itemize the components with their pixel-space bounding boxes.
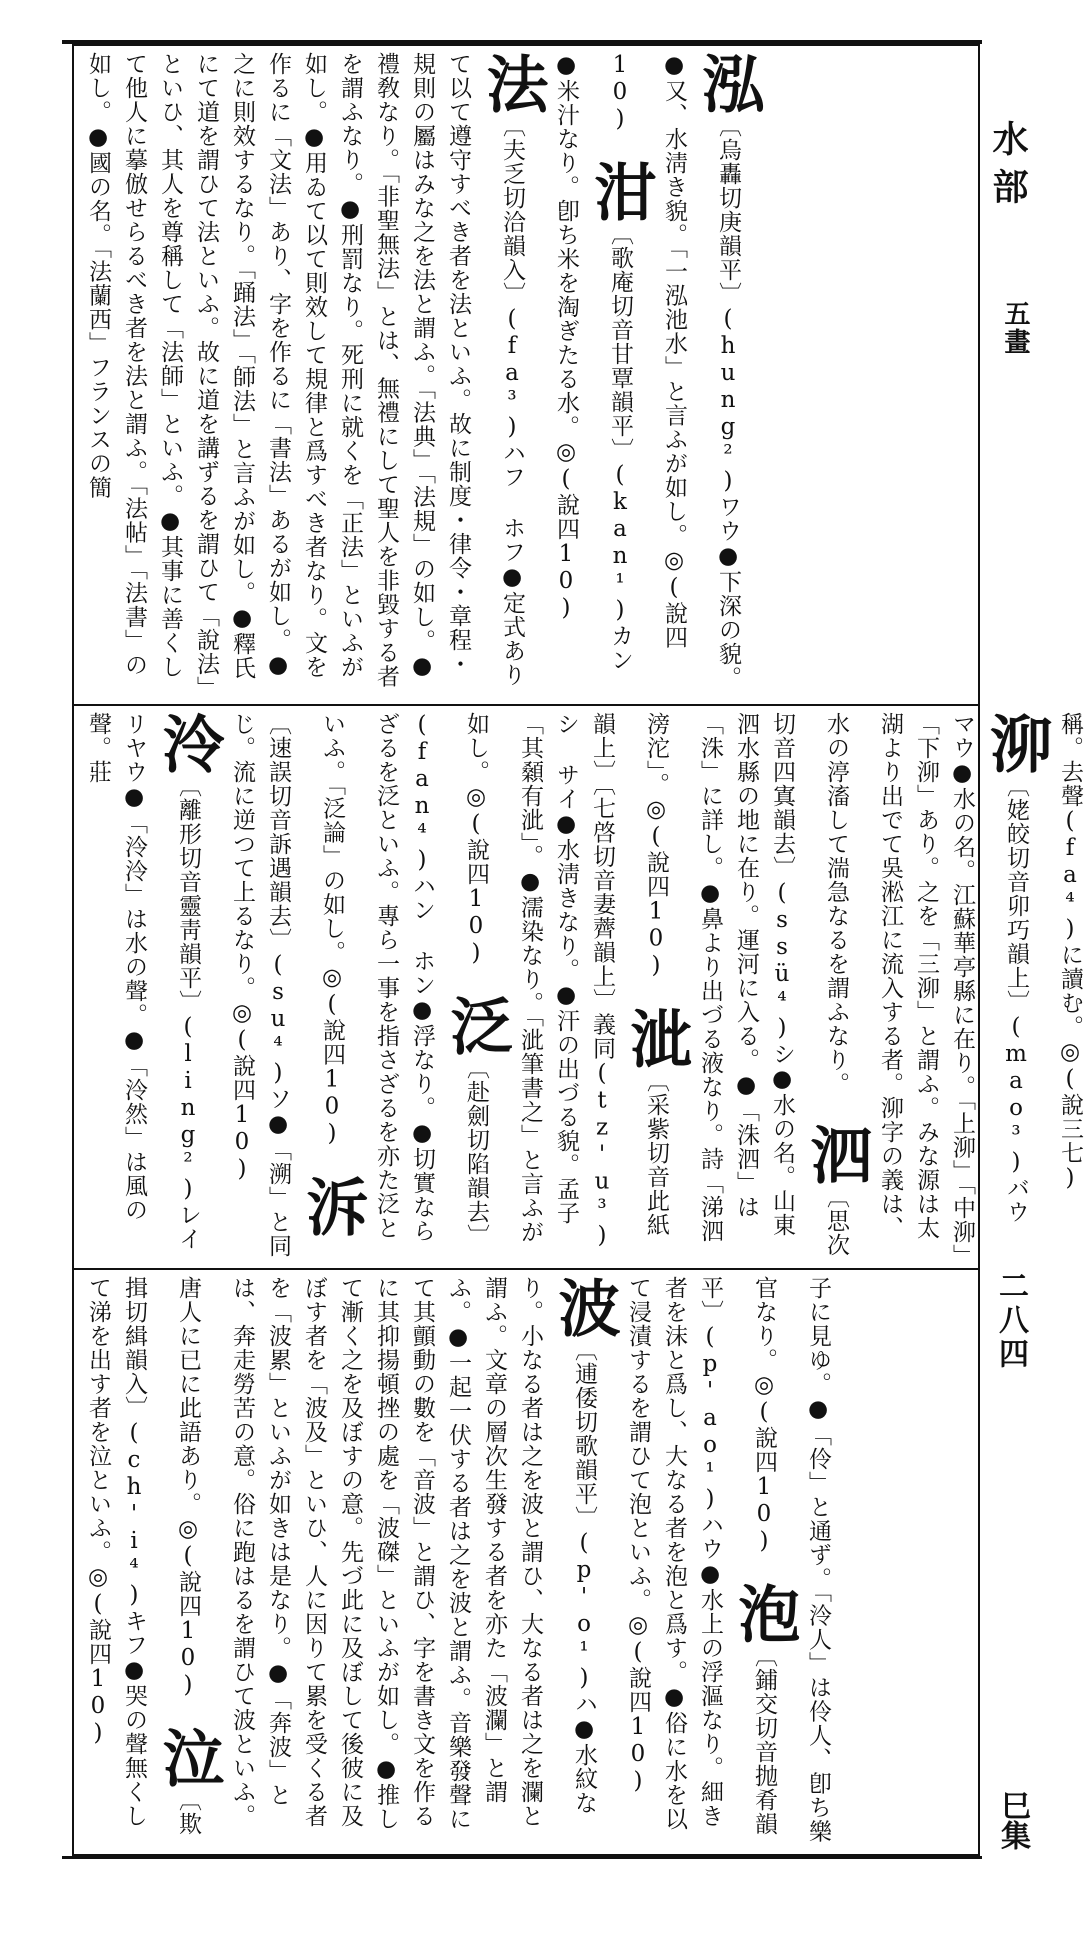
- page-number: 二八四: [993, 1270, 1028, 1372]
- headword: 泓: [692, 52, 765, 114]
- definition: 〔欺揖切緝韻入〕(ch'i⁴)キフ●哭の聲無くして涕を出す者を泣といふ。◎(說四10): [85, 1276, 201, 1836]
- definition: 〔逋倭切歌韻平〕(p'o¹)ハ●水紋なり。小なる者は之を波と謂ひ、大なる者は之を瀾と謂ふ。文章の層次生發する者を亦た「波瀾」と謂ふ。●一起一伏する者は之を波と謂ふ。音樂發聲にて其顫動の數を「音波」と謂ひ、字を書き文を作るに其抑揚頓挫の處を「波磔」といふが如し。●推して漸く之を及ぼすの意。先づ此に及ぼして後彼に及ぼす者を「波及」といひ、人に因りて累を受くる者を「波累」といふが如きは是なり。●「奔波」とは、奔走勞苦の意。俗に跑はるを謂ひて波といふ。唐人に已に此語あり。◎(說四10): [175, 1276, 597, 1831]
- headword: 泔: [584, 160, 657, 222]
- entry-bo: [175, 1276, 621, 1831]
- definition: 〔思次切音四寘韻去〕(ssü⁴)シ●水の名。山東泗水縣の地に在り。運河に入る。●「洙泗」は「洙」に詳し。●鼻より出づる液なり。詩「涕泗滂沱」。◎(說四10): [643, 712, 849, 1257]
- headword: 泚: [620, 1006, 693, 1069]
- headword: 泝: [296, 1174, 369, 1237]
- entry-fa: [85, 52, 549, 689]
- section-3: [80, 1276, 940, 1846]
- section-3-text: [80, 1276, 836, 1846]
- headword: 泛: [440, 994, 513, 1056]
- definition: 稱。去聲(fa⁴)に讀む。◎(說三七): [1057, 712, 1083, 1192]
- entry-gan: [553, 52, 657, 672]
- definition: 〔夫乏切洽韻入〕(fa³)ハフ ホフ●定式ありて以て遵守すべき者を法といふ。故に制度・律令・章程・規則の屬はみな之を法と謂ふ。「法典」「法規」の如し。●禮敎なり。「非聖無法」とは、無禮にして聖人を非毀する者を謂ふなり。●刑罰なり。死刑に就くを「正法」といふが如し。●用ゐて以て則效して規律と爲すべき者なり。文を作るに「文法」あり、字を作るに「書法」あるが如し。●之に則效するなり。「踊法」「師法」と言ふが如し。●釋氏にて道を謂ひて法といふ。故に道を講ずるを謂ひて「說法」といひ、其人を尊稱して「法師」といふ。●其事に善くして他人に摹倣せらるべき者を法と謂ふ。「法帖」「法書」の如し。●國の名。「法蘭西」フランスの簡: [85, 52, 525, 689]
- headword: 泠: [152, 712, 225, 774]
- entry-ling: [85, 712, 225, 1251]
- section-divider-1: [72, 704, 980, 706]
- section-1-text: [80, 52, 764, 697]
- headword: 法: [476, 52, 549, 114]
- stroke-count-label: 五畫: [1000, 300, 1030, 356]
- definition: 〔采紫切音此紙韻上〕〔七啓切音妻薺韻上〕義同(tz'u³)シ サイ●水淸きなり。●汗の出づる貌。孟子「其顙有泚」。●濡染なり。「泚筆書之」と言ふが如し。◎(說四10): [463, 712, 669, 1250]
- definition: 〔烏轟切庚韻平〕(hung²)ワウ●下深の貌。●又、水淸き貌。「一泓池水」と言ふが如し。◎(說四10): [607, 52, 741, 690]
- definition: 〔赴劍切陷韻去〕(fan⁴)ハン ホン●浮なり。●切實ならざるを泛といふ。專ら一事を指さざるを亦た泛といふ。「泛論」の如し。◎(說四10): [319, 712, 489, 1248]
- headword: 泖: [980, 712, 1053, 774]
- headword: 波: [548, 1276, 621, 1338]
- definition: 〔姥皎切音卯巧韻上〕(mao³)バウ マウ●水の名。江蘇華亭縣に在り。「上泖」「中泖」「下泖」あり。之を「三泖」と謂ふ。みな源は太湖より出でて吳淞江に流入する者。泖字の義は、水の渟滀して湍急なるを謂ふなり。: [823, 712, 1029, 1257]
- definition: 〔歌庵切音甘覃韻平〕(kan¹)カン●米汁なり。卽ち米を淘ぎたる水。◎(說四10): [553, 52, 633, 672]
- definition: 子に見ゆ。●「伶」と通ず。「泠人」は伶人、卽ち樂官なり。◎(說四10): [751, 1276, 831, 1844]
- headword: 泣: [152, 1726, 225, 1788]
- definition: 〔速誤切音訴遇韻去〕(su⁴)ソ●「溯」と同じ。流に逆つて上るなり。◎(說四10): [229, 712, 291, 1258]
- volume-label: 巳集: [995, 1790, 1030, 1850]
- headword: 泗: [800, 1123, 873, 1185]
- definition: 〔離形切音靈靑韻平〕(ling²)レイ リヤウ●「泠泠」は水の聲。●「泠然」は風の聲。莊: [85, 712, 201, 1251]
- section-2-text: [80, 712, 1088, 1260]
- section-1: [80, 52, 940, 697]
- headword: 泡: [728, 1582, 801, 1644]
- entry-continuation: [1057, 712, 1083, 1192]
- section-2: [80, 712, 1083, 1260]
- frame-bottom-rule: [62, 1856, 982, 1859]
- entry-ci: [463, 712, 693, 1250]
- entry-si: [643, 712, 873, 1257]
- section-divider-2: [72, 1268, 980, 1270]
- definition: 〔鋪交切音抛肴韻平〕(p'ao¹)ハウ●水上の浮漚なり。細き者を沫と爲し、大なる者を泡と爲す。●俗に水を以て浸漬するを謂ひて泡といふ。◎(說四10): [625, 1276, 777, 1836]
- radical-label: 水部: [987, 120, 1029, 216]
